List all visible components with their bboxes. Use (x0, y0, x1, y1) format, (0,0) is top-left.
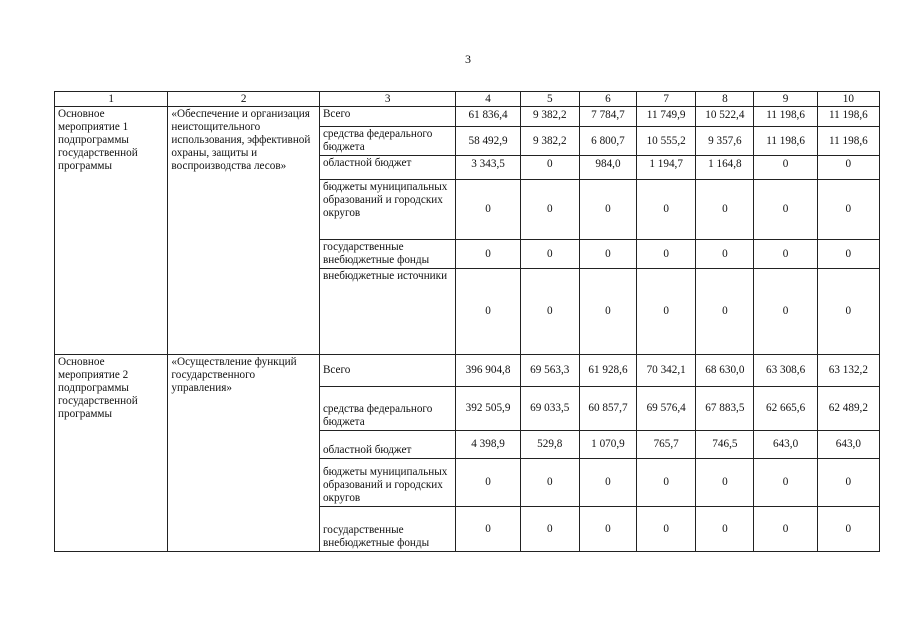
activity-cell: Основное мероприятие 2 подпрограммы государственной программы (55, 355, 168, 552)
value-cell: 0 (637, 507, 696, 552)
header-cell: 10 (817, 92, 879, 107)
value-cell: 746,5 (696, 431, 754, 459)
table-row (55, 107, 880, 127)
value-cell: 11 749,9 (637, 107, 696, 127)
value-cell: 69 033,5 (520, 387, 579, 431)
value-cell: 4 398,9 (456, 431, 520, 459)
header-cell: 3 (319, 92, 455, 107)
funding-source-cell: средства федерального бюджета (319, 387, 455, 431)
value-cell: 0 (520, 240, 579, 269)
value-cell: 63 308,6 (754, 355, 817, 387)
value-cell: 58 492,9 (456, 127, 520, 156)
funding-source-cell: бюджеты муниципальных образований и городских округов (319, 180, 455, 240)
value-cell: 7 784,7 (579, 107, 636, 127)
funding-source-cell: областной бюджет (319, 431, 455, 459)
value-cell: 765,7 (637, 431, 696, 459)
value-cell: 61 928,6 (579, 355, 636, 387)
page-number: 3 (465, 52, 471, 66)
budget-table (54, 91, 880, 552)
value-cell: 0 (817, 507, 879, 552)
value-cell: 62 489,2 (817, 387, 879, 431)
header-row (55, 92, 880, 107)
value-cell: 0 (520, 156, 579, 180)
value-cell: 529,8 (520, 431, 579, 459)
value-cell: 0 (817, 180, 879, 240)
value-cell: 0 (456, 180, 520, 240)
value-cell: 3 343,5 (456, 156, 520, 180)
value-cell: 0 (754, 180, 817, 240)
value-cell: 0 (637, 269, 696, 355)
funding-source-cell: средства федерального бюджета (319, 127, 455, 156)
value-cell: 0 (456, 269, 520, 355)
value-cell: 0 (579, 507, 636, 552)
value-cell: 0 (520, 269, 579, 355)
value-cell: 0 (696, 240, 754, 269)
header-cell: 8 (696, 92, 754, 107)
header-cell: 1 (55, 92, 168, 107)
value-cell: 0 (696, 507, 754, 552)
value-cell: 0 (579, 459, 636, 507)
value-cell: 1 194,7 (637, 156, 696, 180)
value-cell: 0 (754, 240, 817, 269)
value-cell: 0 (456, 240, 520, 269)
activity-title-cell: «Обеспечение и организация неистощительного использования, эффективной охраны, защиты и воспроизводства лесов» (168, 107, 320, 355)
activity-title-cell: «Осуществление функций государственного управления» (168, 355, 320, 552)
value-cell: 10 522,4 (696, 107, 754, 127)
value-cell: 69 576,4 (637, 387, 696, 431)
value-cell: 9 382,2 (520, 127, 579, 156)
header-cell: 2 (168, 92, 320, 107)
value-cell: 392 505,9 (456, 387, 520, 431)
value-cell: 11 198,6 (754, 127, 817, 156)
value-cell: 0 (696, 459, 754, 507)
value-cell: 396 904,8 (456, 355, 520, 387)
value-cell: 1 070,9 (579, 431, 636, 459)
value-cell: 0 (754, 156, 817, 180)
value-cell: 0 (637, 459, 696, 507)
value-cell: 6 800,7 (579, 127, 636, 156)
value-cell: 11 198,6 (754, 107, 817, 127)
header-cell: 6 (579, 92, 636, 107)
value-cell: 60 857,7 (579, 387, 636, 431)
value-cell: 0 (754, 459, 817, 507)
header-cell: 5 (520, 92, 579, 107)
value-cell: 68 630,0 (696, 355, 754, 387)
value-cell: 0 (579, 240, 636, 269)
value-cell: 69 563,3 (520, 355, 579, 387)
value-cell: 0 (520, 180, 579, 240)
funding-source-cell: государственные внебюджетные фонды (319, 240, 455, 269)
value-cell: 62 665,6 (754, 387, 817, 431)
value-cell: 0 (817, 156, 879, 180)
value-cell: 0 (696, 269, 754, 355)
value-cell: 0 (754, 507, 817, 552)
value-cell: 0 (456, 507, 520, 552)
value-cell: 1 164,8 (696, 156, 754, 180)
activity-cell: Основное мероприятие 1 подпрограммы государственной программы (55, 107, 168, 355)
value-cell: 984,0 (579, 156, 636, 180)
header-cell: 9 (754, 92, 817, 107)
value-cell: 0 (754, 269, 817, 355)
value-cell: 643,0 (817, 431, 879, 459)
value-cell: 0 (456, 459, 520, 507)
value-cell: 11 198,6 (817, 107, 879, 127)
value-cell: 0 (817, 459, 879, 507)
funding-source-cell: внебюджетные источники (319, 269, 455, 355)
value-cell: 9 382,2 (520, 107, 579, 127)
value-cell: 0 (637, 180, 696, 240)
table-row (55, 355, 880, 387)
funding-source-cell: бюджеты муниципальных образований и городских округов (319, 459, 455, 507)
value-cell: 0 (520, 507, 579, 552)
value-cell: 70 342,1 (637, 355, 696, 387)
value-cell: 0 (520, 459, 579, 507)
value-cell: 0 (579, 180, 636, 240)
value-cell: 0 (637, 240, 696, 269)
value-cell: 643,0 (754, 431, 817, 459)
value-cell: 11 198,6 (817, 127, 879, 156)
header-cell: 7 (637, 92, 696, 107)
funding-source-cell: государственные внебюджетные фонды (319, 507, 455, 552)
value-cell: 61 836,4 (456, 107, 520, 127)
funding-source-cell: областной бюджет (319, 156, 455, 180)
value-cell: 0 (696, 180, 754, 240)
value-cell: 10 555,2 (637, 127, 696, 156)
header-cell: 4 (456, 92, 520, 107)
value-cell: 0 (579, 269, 636, 355)
value-cell: 63 132,2 (817, 355, 879, 387)
value-cell: 0 (817, 240, 879, 269)
value-cell: 0 (817, 269, 879, 355)
funding-source-cell: Всего (319, 355, 455, 387)
value-cell: 9 357,6 (696, 127, 754, 156)
value-cell: 67 883,5 (696, 387, 754, 431)
funding-source-cell: Всего (319, 107, 455, 127)
